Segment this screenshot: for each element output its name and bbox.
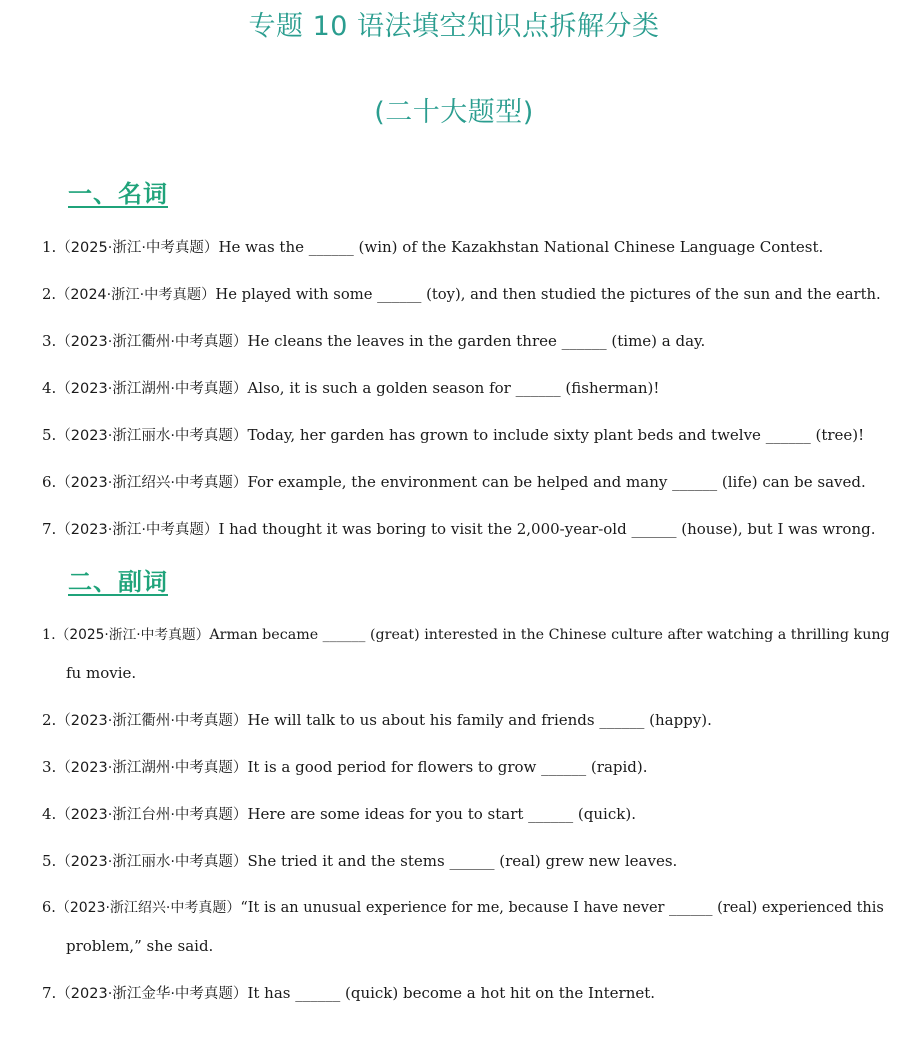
question-source: （2023·浙江丽水·中考真题） xyxy=(56,428,248,444)
question-source: （2023·浙江绍兴·中考真题） xyxy=(55,900,241,916)
question-source: （2023·浙江衢州·中考真题） xyxy=(56,713,248,729)
question-source: （2025·浙江·中考真题） xyxy=(56,240,219,256)
question-item xyxy=(42,229,872,267)
question-number: 7. xyxy=(42,984,57,1002)
question-number: 7. xyxy=(42,520,57,538)
question-text: “It is an unusual experience for me, because I have never ______ (real) experienced this xyxy=(240,900,884,916)
question-text: Arman became ______ (great) interested in the Chinese culture after watching a thrilling kung xyxy=(209,627,890,643)
question-text: She tried it and the stems ______ (real) grew new leaves. xyxy=(247,852,678,870)
question-source: （2023·浙江丽水·中考真题） xyxy=(56,854,248,870)
question-source: （2023·浙江金华·中考真题） xyxy=(56,986,248,1002)
question-item xyxy=(42,417,872,455)
question-source: （2025·浙江·中考真题） xyxy=(55,627,210,643)
question-text: Also, it is such a golden season for ______ (fisherman)! xyxy=(247,379,660,397)
question-number: 2. xyxy=(42,711,57,729)
question-source: （2023·浙江湖州·中考真题） xyxy=(56,760,248,776)
question-text: Here are some ideas for you to start ______ (quick). xyxy=(247,805,636,823)
question-number: 6. xyxy=(42,473,57,491)
question-item xyxy=(42,749,872,787)
question-item xyxy=(42,464,872,502)
question-number: 4. xyxy=(42,379,57,397)
question-number: 5. xyxy=(42,426,57,444)
question-number: 3. xyxy=(42,332,57,350)
question-number: 5. xyxy=(42,852,57,870)
question-continuation: fu movie. xyxy=(66,664,137,682)
question-text: He will talk to us about his family and friends ______ (happy). xyxy=(247,711,712,729)
question-source: （2023·浙江绍兴·中考真题） xyxy=(56,475,248,491)
question-number: 1. xyxy=(42,238,57,256)
question-source: （2023·浙江衢州·中考真题） xyxy=(56,334,248,350)
question-item xyxy=(42,323,872,361)
question-continuation: problem,” she said. xyxy=(66,937,214,955)
question-item xyxy=(42,796,872,834)
question-source: （2023·浙江台州·中考真题） xyxy=(56,807,248,823)
question-text: I had thought it was boring to visit the 2,000-year-old ______ (house), but I was wrong. xyxy=(218,520,876,538)
question-number: 4. xyxy=(42,805,57,823)
section-heading-nouns: 一、名词 xyxy=(68,179,168,208)
question-item xyxy=(42,843,872,881)
question-item xyxy=(42,975,872,1013)
question-item xyxy=(42,617,890,654)
question-item xyxy=(42,370,872,408)
question-number: 6. xyxy=(42,900,56,916)
question-text: For example, the environment can be helped and many ______ (life) can be saved. xyxy=(247,473,866,491)
question-source: （2024·浙江·中考真题） xyxy=(56,287,216,303)
question-text: He was the ______ (win) of the Kazakhstan National Chinese Language Contest. xyxy=(218,238,824,256)
section-heading-adverbs: 二、副词 xyxy=(68,567,168,596)
question-source: （2023·浙江湖州·中考真题） xyxy=(56,381,248,397)
question-text: He cleans the leaves in the garden three ______ (time) a day. xyxy=(247,332,706,350)
question-text: It is a good period for flowers to grow ______ (rapid). xyxy=(247,758,648,776)
question-item xyxy=(42,511,876,549)
question-number: 2. xyxy=(42,286,57,303)
question-text: He played with some ______ (toy), and then studied the pictures of the sun and the earth. xyxy=(215,286,881,303)
question-number: 1. xyxy=(42,627,56,643)
question-text: Today, her garden has grown to include sixty plant beds and twelve ______ (tree)! xyxy=(247,426,865,444)
question-number: 3. xyxy=(42,758,57,776)
question-text: It has ______ (quick) become a hot hit on the Internet. xyxy=(247,984,656,1002)
page-title: 专题 10 语法填空知识点拆解分类 xyxy=(248,11,660,42)
question-item xyxy=(42,276,881,314)
question-item xyxy=(42,890,884,927)
page-subtitle: (二十大题型) xyxy=(374,97,534,128)
question-source: （2023·浙江·中考真题） xyxy=(56,522,219,538)
question-item xyxy=(42,702,872,740)
